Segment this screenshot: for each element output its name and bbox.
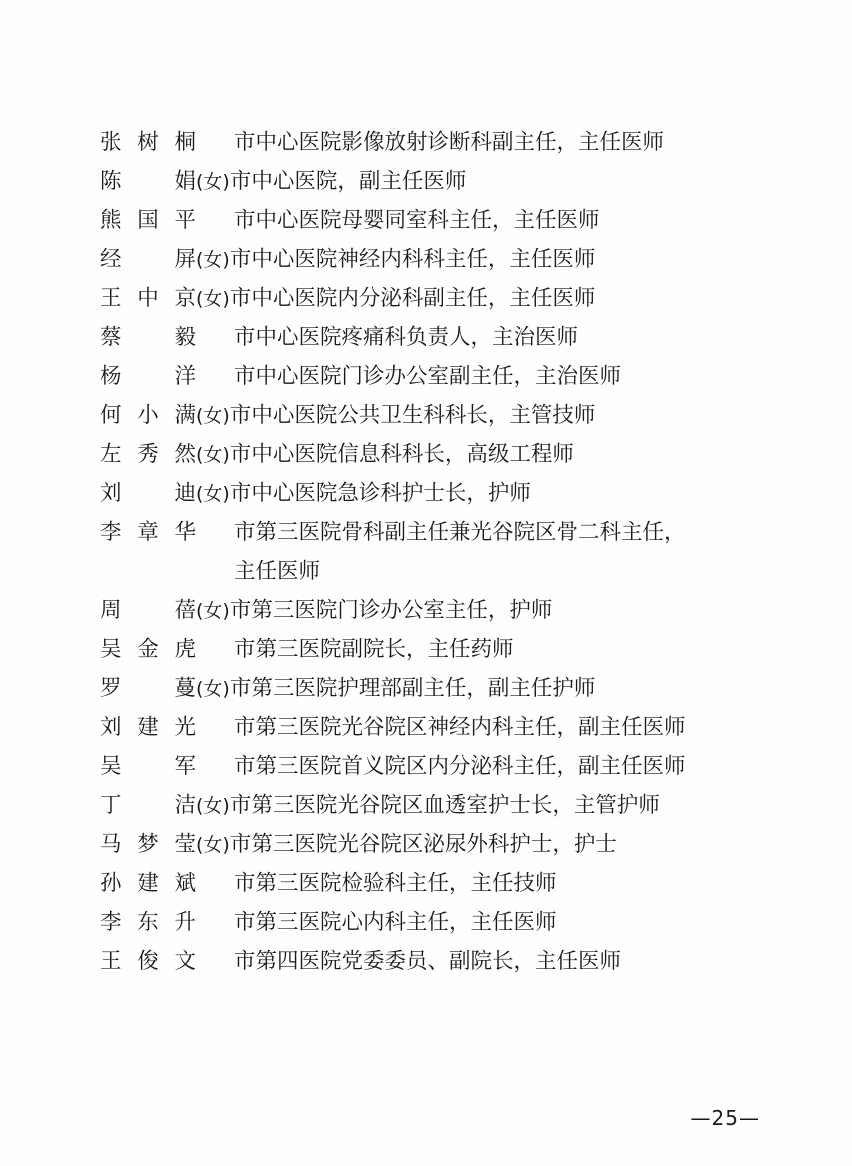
person-name: 李东升 [100, 910, 196, 935]
person-name: 蔡 毅 [100, 325, 196, 350]
person-name: 杨 洋 [100, 364, 196, 389]
person-title: 市中心医院神经内科科主任，主任医师 [229, 247, 596, 272]
person-title: 市中心医院疼痛科负责人，主治医师 [234, 325, 579, 350]
person-name: 刘 迪 [100, 481, 196, 506]
list-item [100, 483, 760, 505]
list-item [100, 522, 760, 544]
list-item [100, 600, 760, 622]
list-item [100, 795, 760, 817]
person-title: 市第三医院光谷院区泌尿外科护士，护士 [229, 832, 617, 857]
person-title: 市中心医院母婴同室科主任，主任医师 [234, 208, 600, 233]
person-name: 孙建斌 [100, 871, 196, 896]
person-title: 市第三医院首义院区内分泌科主任，副主任医师 [234, 754, 686, 779]
person-name: 左秀然 [100, 442, 196, 467]
person-gender: (女) [196, 405, 230, 427]
person-gender: (女) [196, 600, 230, 622]
person-name: 李章华 [100, 520, 196, 545]
list-item [100, 912, 760, 934]
person-gender: (女) [196, 834, 230, 856]
list-item [100, 210, 760, 232]
person-gender: (女) [196, 444, 230, 466]
person-gender: (女) [196, 795, 230, 817]
person-title: 市中心医院急诊科护士长，护师 [229, 481, 531, 506]
list-item [100, 834, 760, 856]
person-title: 市中心医院信息科科长，高级工程师 [229, 442, 574, 467]
list-item [100, 951, 760, 973]
person-title: 市第三医院光谷院区神经内科主任，副主任医师 [234, 715, 686, 740]
person-name: 吴金虎 [100, 637, 196, 662]
list-item [100, 873, 760, 895]
list-item [100, 366, 760, 388]
person-name: 罗 蔓 [100, 676, 196, 701]
person-title: 市中心医院，副主任医师 [229, 169, 467, 194]
person-gender: (女) [196, 171, 230, 193]
person-gender: (女) [196, 483, 230, 505]
list-item [100, 171, 760, 193]
person-name: 丁 洁 [100, 793, 196, 818]
list-item [100, 288, 760, 310]
person-title: 市第三医院护理部副主任，副主任护师 [229, 676, 596, 701]
person-name: 经 屏 [100, 247, 196, 272]
person-title: 市中心医院公共卫生科科长，主管技师 [229, 403, 596, 428]
person-title: 市第三医院检验科主任，主任技师 [234, 871, 557, 896]
list-item [100, 678, 760, 700]
person-title: 市中心医院内分泌科副主任，主任医师 [229, 286, 596, 311]
person-title: 市第三医院门诊办公室主任，护师 [229, 598, 553, 623]
person-title: 市中心医院门诊办公室副主任，主治医师 [234, 364, 622, 389]
person-gender: (女) [196, 288, 230, 310]
person-name: 熊国平 [100, 208, 196, 233]
person-name: 何小满 [100, 403, 196, 428]
person-gender: (女) [196, 249, 230, 271]
person-title: 市第三医院心内科主任，主任医师 [234, 910, 557, 935]
person-name: 刘建光 [100, 715, 196, 740]
list-item [100, 132, 760, 154]
personnel-list [100, 132, 760, 990]
person-title: 市第三医院骨科副主任兼光谷院区骨二科主任， [234, 520, 686, 545]
list-item [100, 756, 760, 778]
person-title: 市第四医院党委委员、副院长，主任医师 [234, 949, 622, 974]
page-number: —25— [690, 1106, 760, 1130]
list-item [100, 327, 760, 349]
list-item [100, 249, 760, 271]
person-name: 王中京 [100, 286, 196, 311]
list-item [100, 717, 760, 739]
list-item [100, 405, 760, 427]
person-name: 马梦莹 [100, 832, 196, 857]
person-name: 张树桐 [100, 130, 196, 155]
list-item [100, 444, 760, 466]
person-name: 王俊文 [100, 949, 196, 974]
person-name: 周 蓓 [100, 598, 196, 623]
list-item [100, 639, 760, 661]
person-name: 陈 娟 [100, 169, 196, 194]
person-title-continuation: 主任医师 [234, 559, 321, 584]
person-gender: (女) [196, 678, 230, 700]
person-title: 市第三医院光谷院区血透室护士长，主管护师 [229, 793, 660, 818]
person-title: 市中心医院影像放射诊断科副主任，主任医师 [234, 130, 665, 155]
person-name: 吴 军 [100, 754, 196, 779]
person-title: 市第三医院副院长，主任药师 [234, 637, 514, 662]
